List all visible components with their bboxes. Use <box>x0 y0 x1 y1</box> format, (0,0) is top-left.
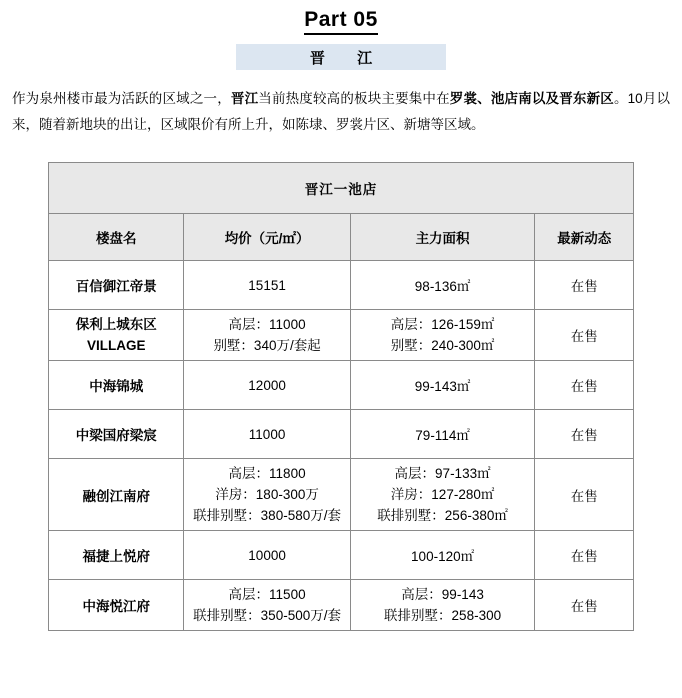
cell-project-name: 中海锦城 <box>49 361 184 410</box>
cell-project-name: 融创江南府 <box>49 459 184 531</box>
table-row <box>49 531 634 580</box>
cell-main-area: 高层：99-143 联排别墅：258-300 <box>350 580 535 631</box>
table-row <box>49 261 634 310</box>
document-page <box>0 8 682 698</box>
intro-paragraph <box>10 86 672 138</box>
cell-main-area: 高层：126-159㎡ 别墅：240-300㎡ <box>350 310 535 361</box>
cell-average-price: 高层：11500 联排别墅：350-500万/套 <box>184 580 350 631</box>
cell-status: 在售 <box>535 410 634 459</box>
cell-main-area: 100-120㎡ <box>350 531 535 580</box>
paragraph-run-3: 罗裳、池店南以及晋东新区 <box>449 91 614 106</box>
cell-main-area: 高层：97-133㎡ 洋房：127-280㎡ 联排别墅：256-380㎡ <box>350 459 535 531</box>
paragraph-run-0: 作为泉州楼市最为活跃的区域之一， <box>12 91 231 106</box>
cell-status: 在售 <box>535 361 634 410</box>
table-row <box>49 580 634 631</box>
cell-project-name: 百信御江帝景 <box>49 261 184 310</box>
cell-average-price: 高层：11000 别墅：340万/套起 <box>184 310 350 361</box>
table-body <box>49 261 634 631</box>
city-banner: 晋 江 <box>236 44 446 70</box>
column-header-price: 均价（元/㎡） <box>184 214 350 261</box>
cell-project-name: 福捷上悦府 <box>49 531 184 580</box>
table-header-row <box>49 214 634 261</box>
cell-main-area: 98-136㎡ <box>350 261 535 310</box>
cell-main-area: 79-114㎡ <box>350 410 535 459</box>
paragraph-run-2: 当前热度较高的板块主要集中在 <box>258 91 450 106</box>
cell-main-area: 99-143㎡ <box>350 361 535 410</box>
cell-average-price: 11000 <box>184 410 350 459</box>
cell-average-price: 15151 <box>184 261 350 310</box>
cell-project-name: 中海悦江府 <box>49 580 184 631</box>
cell-status: 在售 <box>535 531 634 580</box>
cell-average-price: 12000 <box>184 361 350 410</box>
table-title: 晋江一池店 <box>49 163 634 214</box>
paragraph-run-4: 。10月以来，随着新地块的出让，区域限价有所上升，如陈埭、罗裳片区、新塘等区域。 <box>12 91 671 132</box>
paragraph-run-1: 晋江 <box>230 91 259 106</box>
cell-project-name: 中梁国府梁宸 <box>49 410 184 459</box>
table-row <box>49 310 634 361</box>
cell-status: 在售 <box>535 261 634 310</box>
cell-project-name: 保利上城东区 VILLAGE <box>49 310 184 361</box>
part-title-text: Part 05 <box>304 8 378 35</box>
cell-status: 在售 <box>535 580 634 631</box>
cell-status: 在售 <box>535 310 634 361</box>
table-row <box>49 459 634 531</box>
cell-status: 在售 <box>535 459 634 531</box>
city-banner-container <box>10 44 672 70</box>
cell-average-price: 10000 <box>184 531 350 580</box>
table-row <box>49 361 634 410</box>
table-container <box>10 162 672 631</box>
page-title <box>10 8 672 32</box>
project-price-table <box>48 162 634 631</box>
column-header-name: 楼盘名 <box>49 214 184 261</box>
table-row <box>49 410 634 459</box>
column-header-status: 最新动态 <box>535 214 634 261</box>
cell-average-price: 高层：11800 洋房：180-300万 联排别墅：380-580万/套 <box>184 459 350 531</box>
column-header-area: 主力面积 <box>350 214 535 261</box>
